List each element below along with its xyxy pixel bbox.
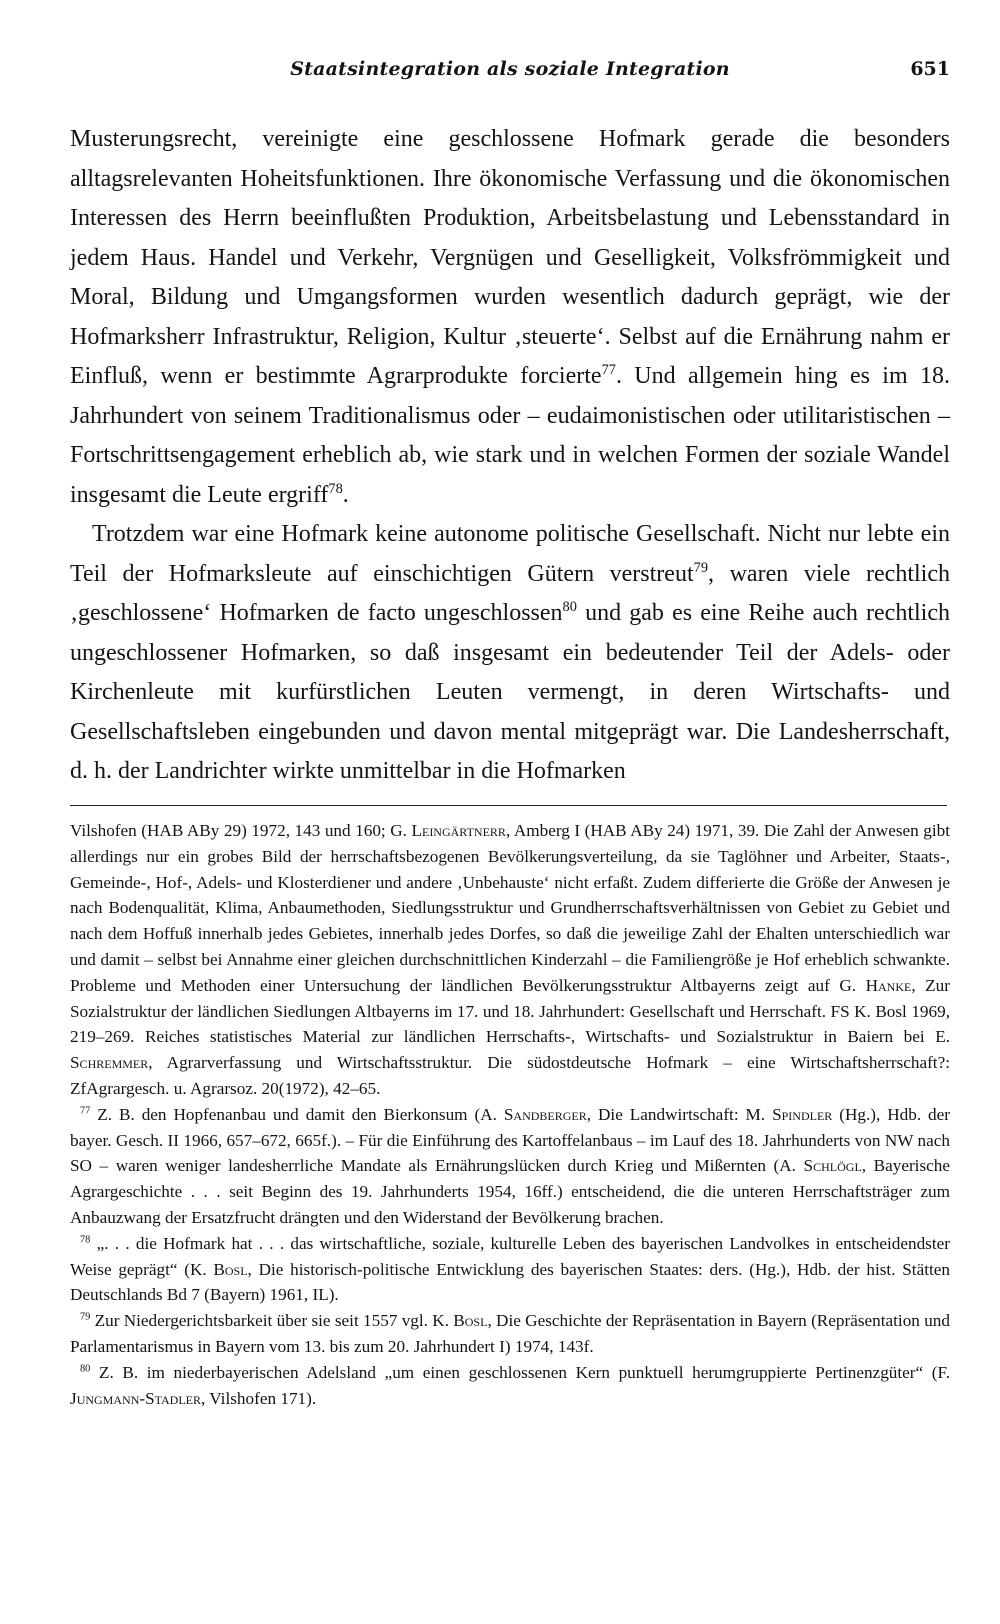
text-run: , Vilshofen 171). — [201, 1388, 317, 1408]
author-name: Sandberger — [503, 1104, 587, 1124]
author-name: Spindler — [772, 1104, 833, 1124]
text-run: (Hg.), Hdb. der bayer. Gesch. II 1966, 657–672, 665f.). – Für die Einführung des Kartoffelanbaus – im Lauf des 18. Jahrhunderts von NW nach SO – waren weniger landesherrliche Mandate als Ernährungslücken durch Krieg und Mißernten (A. — [70, 1104, 951, 1176]
author-name: Schremmer — [70, 1053, 149, 1073]
footnote-continuation — [70, 818, 950, 1102]
text-run: , Bayerische Agrargeschichte . . . seit Beginn des 19. Jahrhunderts 1954, 16ff.) entscheidend, die die unteren Herrschaftsträger zum Anbauzwang der Ersatzfrucht drängten und den Widerstand der Bevölkerung brachen. — [70, 1156, 950, 1227]
text-run: Zur Niedergerichtsbarkeit über sie seit 1557 vgl. K. — [90, 1311, 454, 1331]
text-run: und gab es eine Reihe auch rechtlich ungeschlossener Hofmarken, so daß insgesamt ein bedeutender Teil der Adels- oder Kirchenleute mit kurfürstlichen Leuten vermengt, in deren Wirtschafts- und Gesellschaftsleben eingebunden und davon mental mitgeprägt war. Die Landesherrschaft, d. h. der Landrichter wirkte unmittelbar in die Hofmarken — [70, 600, 950, 784]
text-run: , Agrarverfassung und Wirtschaftsstruktur. Die südostdeutsche Hofmark – eine Wirtschaftsherrschaft?: ZfAgrargesch. u. Agrarsoz. 20(1972), 42–65. — [70, 1053, 950, 1098]
footnote-ref-79: 79 — [693, 559, 709, 576]
footnote-ref-78: 78 — [328, 480, 343, 497]
footnote-number: 79 — [80, 1311, 91, 1323]
running-title: Staatsintegration als soziale Integration — [290, 58, 730, 80]
text-run: , Amberg I (HAB ABy 24) 1971, 39. Die Zahl der Anwesen gibt allerdings nur ein grobes Bild der herrschaftsbezogenen Bevölkerungsverteilung, da sie Taglöhner und Arbeiter, Staats-, Gemeinde-, Hof-, Adels- und Klosterdiener und andere ‚Unbehauste‘ nicht erfaßt. Zudem differierte die Größe der Anwesen je nach Bodenqualität, Klima, Anbaumethoden, Siedlungsstruktur und Grundherrschaftsverhältnissen von Gebiet zu Gebiet und nach dem Hoffuß innerhalb jedes Gebietes, innerhalb jedes Dorfes, so daß die jeweilige Zahl der Ehalten unterschiedlich war und damit – selbst bei Annahme einer gleichen durchschnittlichen Kinderzahl – die Familiengröße je Hof erheblich schwankte. Probleme und Methoden einer Untersuchung der ländlichen Bevölkerungsstruktur Altbayerns zeigt auf G. — [70, 821, 950, 995]
text-run: Musterungsrecht, vereinigte eine geschlossene Hofmark gerade die besonders alltagsrelevanten Hoheitsfunktionen. Ihre ökonomische Verfassung und die ökonomischen Interessen des Herrn beeinflußten Produktion, Arbeitsbelastung und Lebensstandard in jedem Haus. Handel und Verkehr, Vergnügen und Geselligkeit, Volksfrömmigkeit und Moral, Bildung und Umgangsformen wurden wesentlich dadurch geprägt, wie der Hofmarksherr Infrastruktur, Religion, Kultur ‚steuerte‘. Selbst auf die Ernährung nahm er Einfluß, wenn er bestimmte Agrarprodukte forcierte — [70, 126, 950, 389]
footnote-77 — [70, 1102, 950, 1231]
text-run: , Zur Sozialstruktur der ländlichen Siedlungen Altbayerns im 17. und 18. Jahrhundert: Gesellschaft und Herrschaft. FS K. Bosl 1969, 219–269. Reiches statistisches Material zur ländlichen Herrschafts-, Wirtschafts- und Sozialstruktur in Baiern bei E. — [70, 975, 950, 1047]
text-run: . — [342, 481, 349, 508]
footnote-80 — [70, 1360, 950, 1412]
footnote-ref-77: 77 — [601, 362, 616, 378]
paragraph-1 — [70, 120, 950, 515]
page-number: 651 — [910, 58, 950, 80]
author-name: Jungmann-Stadler — [70, 1388, 202, 1408]
paragraph-2 — [70, 515, 950, 792]
main-text — [70, 120, 950, 792]
footnote-ref-80: 80 — [562, 599, 577, 615]
footnote-number: 80 — [80, 1363, 91, 1374]
footnotes — [70, 818, 950, 1411]
author-name: Schlögl — [803, 1156, 862, 1176]
text-run: . Und allgemein hing es im 18. Jahrhundert von seinem Traditionalismus oder – eudaimonistischen oder utilitaristischen – Fortschrittsengagement erheblich ab, wie stark und in welchen Formen der soziale Wandel insgesamt die Leute ergriff — [70, 363, 950, 508]
footnote-number: 78 — [80, 1234, 91, 1246]
text-run: , waren viele rechtlich ‚geschlossene‘ Hofmarken de facto ungeschlossen — [70, 560, 950, 626]
footnote-78 — [70, 1231, 950, 1308]
footnote-number: 77 — [80, 1105, 91, 1117]
text-run: „. . . die Hofmark hat . . . das wirtschaftliche, soziale, kulturelle Leben des bayerischen Landvolkes in entscheidendster Weise geprägt“ (K. — [70, 1233, 950, 1279]
author-name: Hanke — [865, 975, 912, 995]
text-run: Z. B. den Hopfenanbau und damit den Bierkonsum (A. — [90, 1104, 504, 1124]
author-name: Bosl — [453, 1311, 488, 1331]
text-run: , Die Geschichte der Repräsentation in Bayern (Repräsentation und Parlamentarismus in Bayern vom 13. bis zum 20. Jahrhundert I) 1974, 143f. — [70, 1311, 950, 1356]
author-name: Bosl — [213, 1259, 248, 1279]
running-header — [70, 56, 950, 86]
text-run: Z. B. im niederbayerischen Adelsland „um einen geschlossenen Kern punktuell herumgruppierte Pertinenzgüter“ (F. — [90, 1362, 950, 1382]
text-run: , Die Landwirtschaft: M. — [586, 1104, 773, 1124]
author-name: Leingärtnerr — [411, 821, 506, 840]
text-run: , Die historisch-politische Entwicklung des bayerischen Staates: ders. (Hg.), Hdb. der hist. Stätten Deutschlands Bd 7 (Bayern) 1961, IL). — [70, 1259, 950, 1305]
footnote-separator — [70, 805, 947, 806]
footnote-79 — [70, 1308, 950, 1360]
text-run: Vilshofen (HAB ABy 29) 1972, 143 und 160; G. — [70, 821, 412, 840]
text-run: Trotzdem war eine Hofmark keine autonome politische Gesellschaft. Nicht nur lebte ein Teil der Hofmarksleute auf einschichtigen Gütern verstreut — [70, 521, 950, 587]
